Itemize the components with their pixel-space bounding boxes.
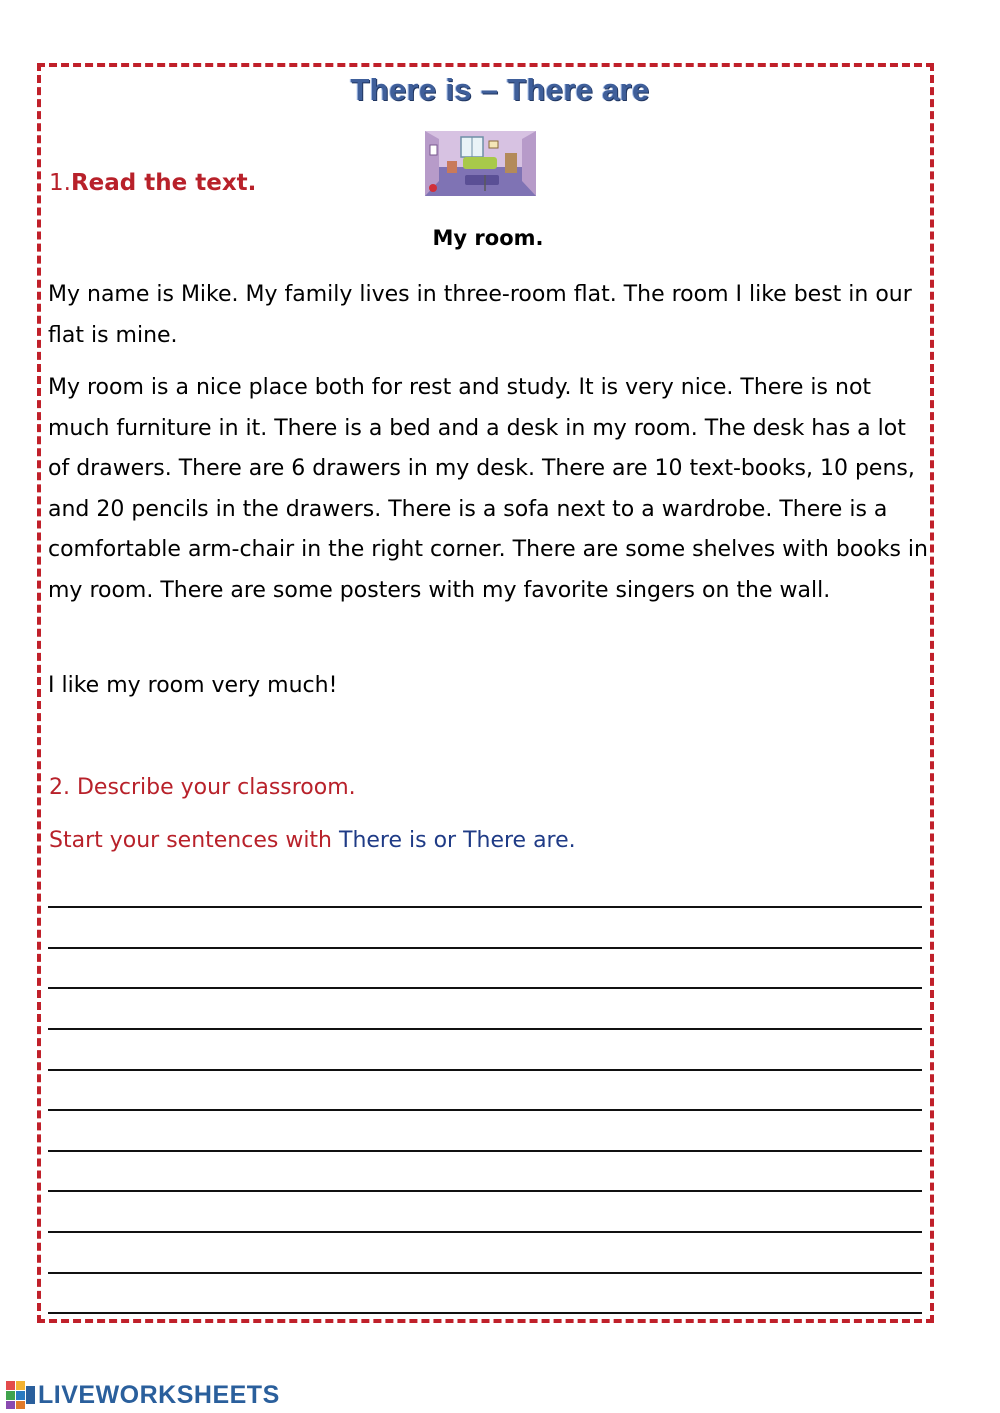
liveworksheets-brand: LIVEWORKSHEETS: [38, 1380, 280, 1409]
answer-line-8[interactable]: [48, 1190, 922, 1192]
answer-line-4[interactable]: [48, 1028, 922, 1030]
section-1-label: Read the text.: [70, 170, 257, 196]
instruction-highlight: There is or There are.: [339, 828, 576, 853]
answer-line-10[interactable]: [48, 1272, 922, 1274]
section-1-number: 1.: [49, 170, 71, 196]
story-title: My room.: [432, 226, 544, 250]
answer-line-1[interactable]: [48, 906, 922, 908]
answer-line-7[interactable]: [48, 1150, 922, 1152]
story-paragraph-3: I like my room very much!: [48, 673, 338, 698]
story-paragraph-2: My room is a nice place both for rest and study. It is very nice. There is not much furniture in it. There is a bed and a desk in my room. The desk has a lot of drawers. There are 6 drawers in my desk. There are 10 text-books, 10 pens, and 20 pencils in the drawers. There is a sofa next to a wardrobe. There is a comfortable arm-chair in the right corner. There are some shelves with books in my room. There are some posters with my favorite singers on the wall.: [48, 375, 928, 603]
instruction-prefix: Start your sentences with: [49, 828, 339, 853]
section-2-instruction: [49, 828, 576, 853]
section-1-heading: [49, 170, 256, 196]
liveworksheets-logo-icon: [6, 1381, 36, 1409]
answer-line-9[interactable]: [48, 1231, 922, 1233]
answer-line-3[interactable]: [48, 987, 922, 989]
story-paragraph-1: My name is Mike. My family lives in three-room flat. The room I like best in our flat is mine.: [48, 282, 912, 348]
section-2-heading: 2. Describe your classroom.: [49, 775, 356, 800]
answer-line-5[interactable]: [48, 1069, 922, 1071]
worksheet-title: There is – There are: [350, 72, 650, 107]
answer-line-6[interactable]: [48, 1109, 922, 1111]
answer-line-11[interactable]: [48, 1312, 922, 1314]
room-illustration: [425, 131, 536, 196]
liveworksheets-logo[interactable]: [6, 1380, 280, 1410]
answer-line-2[interactable]: [48, 947, 922, 949]
